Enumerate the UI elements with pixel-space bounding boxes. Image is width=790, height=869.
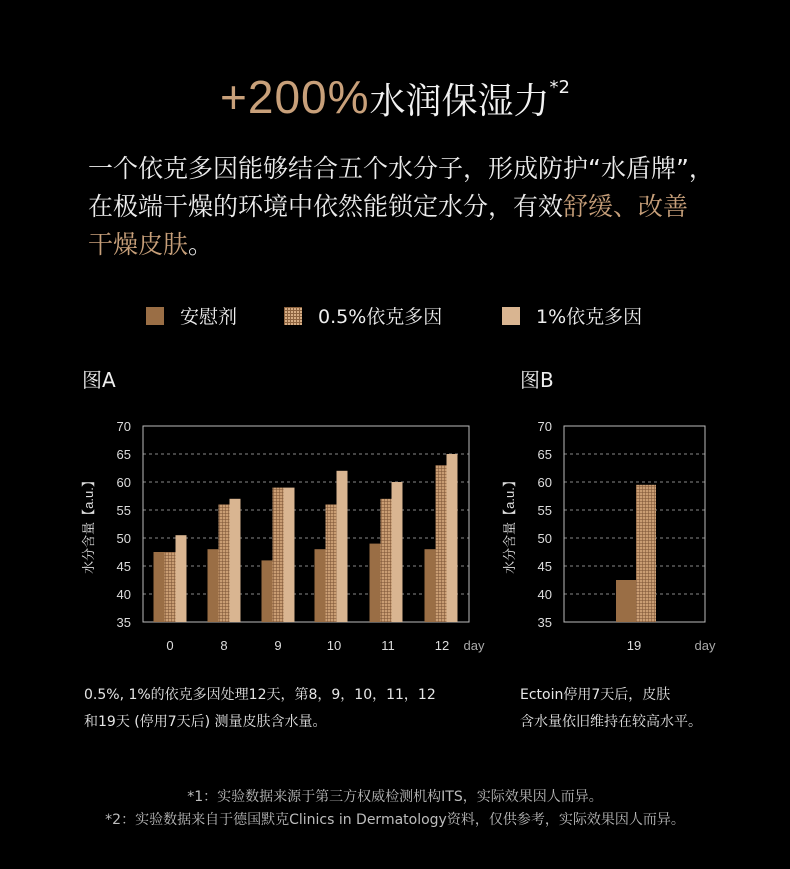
- bar-0-11-2: [392, 482, 403, 622]
- y-tick-label-0-45: 45: [116, 559, 131, 574]
- bar-0-0-1: [165, 552, 176, 622]
- bar-0-12-2: [447, 454, 458, 622]
- bar-0-11-0: [370, 544, 381, 622]
- y-tick-label-1-35: 35: [537, 615, 552, 630]
- y-tick-label-0-70: 70: [116, 419, 131, 434]
- y-tick-label-1-50: 50: [537, 531, 552, 546]
- caption-b-line-1: Ectoin停用7天后，皮肤: [520, 687, 671, 703]
- caption-figure-b: [520, 682, 702, 736]
- bar-0-9-2: [284, 488, 295, 622]
- x-tick-label-0-10: 10: [326, 638, 342, 653]
- y-tick-label-0-35: 35: [116, 615, 131, 630]
- footnote-2: *2：实验数据来自于德国默克Clinics in Dermatology资料，仅供参考，实际效果因人而异。: [105, 812, 685, 828]
- bar-0-12-1: [436, 465, 447, 622]
- x-tick-label-0-8: 8: [220, 638, 228, 653]
- y-tick-label-1-70: 70: [537, 419, 552, 434]
- headline-footnote-mark: *2: [549, 77, 570, 98]
- intro-highlight-2: 干燥皮肤: [88, 230, 189, 259]
- caption-a-line-1: 0.5%, 1%的依克多因处理12天，第8，9，10，11，12: [84, 687, 436, 703]
- y-tick-label-0-40: 40: [116, 587, 131, 602]
- y-axis-label-1: 水分含量【a.u.】: [502, 474, 517, 574]
- x-axis-label-1: day: [694, 638, 716, 653]
- x-tick-label-0-12: 12: [434, 638, 450, 653]
- caption-a-line-2: 和19天 (停用7天后) 测量皮肤含水量。: [84, 714, 327, 730]
- bar-0-0-2: [176, 535, 187, 622]
- intro-line-1: 一个依克多因能够结合五个水分子，形成防护“水盾牌”，: [88, 154, 714, 183]
- legend-label-one: 1%依克多因: [536, 306, 643, 328]
- y-tick-label-1-60: 60: [537, 475, 552, 490]
- bar-0-9-0: [262, 560, 273, 622]
- bar-0-11-1: [381, 499, 392, 622]
- x-tick-label-0-11: 11: [381, 638, 395, 653]
- y-tick-label-1-45: 45: [537, 559, 552, 574]
- y-tick-label-1-40: 40: [537, 587, 552, 602]
- bar-0-8-0: [208, 549, 219, 622]
- bar-0-0-0: [154, 552, 165, 622]
- legend-label-placebo: 安慰剂: [180, 306, 238, 328]
- caption-figure-a: [84, 682, 436, 736]
- y-tick-label-0-50: 50: [116, 531, 131, 546]
- intro-highlight-1: 舒缓、改善: [563, 192, 689, 221]
- footnote-1: *1：实验数据来源于第三方权威检测机构ITS，实际效果因人而异。: [187, 789, 603, 805]
- y-tick-label-0-55: 55: [116, 503, 131, 518]
- y-tick-label-1-55: 55: [537, 503, 552, 518]
- headline-percent: +200%: [220, 71, 370, 123]
- y-tick-label-0-65: 65: [116, 447, 131, 462]
- plot-frame-0: [143, 426, 469, 622]
- x-tick-label-1-19: 19: [626, 638, 642, 653]
- figure-a-label: 图A: [82, 368, 116, 392]
- x-axis-label-0: day: [463, 638, 485, 653]
- caption-b-line-2: 含水量依旧维持在较高水平。: [520, 714, 702, 730]
- bar-0-9-1: [273, 488, 284, 622]
- bar-0-10-0: [315, 549, 326, 622]
- y-axis-label-0: 水分含量【a.u.】: [81, 474, 96, 574]
- x-tick-label-0-0: 0: [166, 638, 174, 653]
- intro-line-2-text: 在极端干燥的环境中依然能锁定水分，有效: [88, 192, 564, 221]
- bar-1-19-0: [616, 580, 636, 622]
- y-tick-label-0-60: 60: [116, 475, 131, 490]
- bar-0-8-2: [230, 499, 241, 622]
- bar-0-10-1: [326, 504, 337, 622]
- intro-line-3-end: 。: [188, 230, 214, 259]
- figure-b-label: 图B: [520, 368, 554, 392]
- headline-text: 水润保湿力: [369, 81, 550, 122]
- bar-0-12-0: [425, 549, 436, 622]
- legend-label-half: 0.5%依克多因: [318, 306, 443, 328]
- bar-0-10-2: [337, 471, 348, 622]
- bar-1-19-1: [636, 485, 656, 622]
- x-tick-label-0-9: 9: [274, 638, 282, 653]
- bar-0-8-1: [219, 504, 230, 622]
- y-tick-label-1-65: 65: [537, 447, 552, 462]
